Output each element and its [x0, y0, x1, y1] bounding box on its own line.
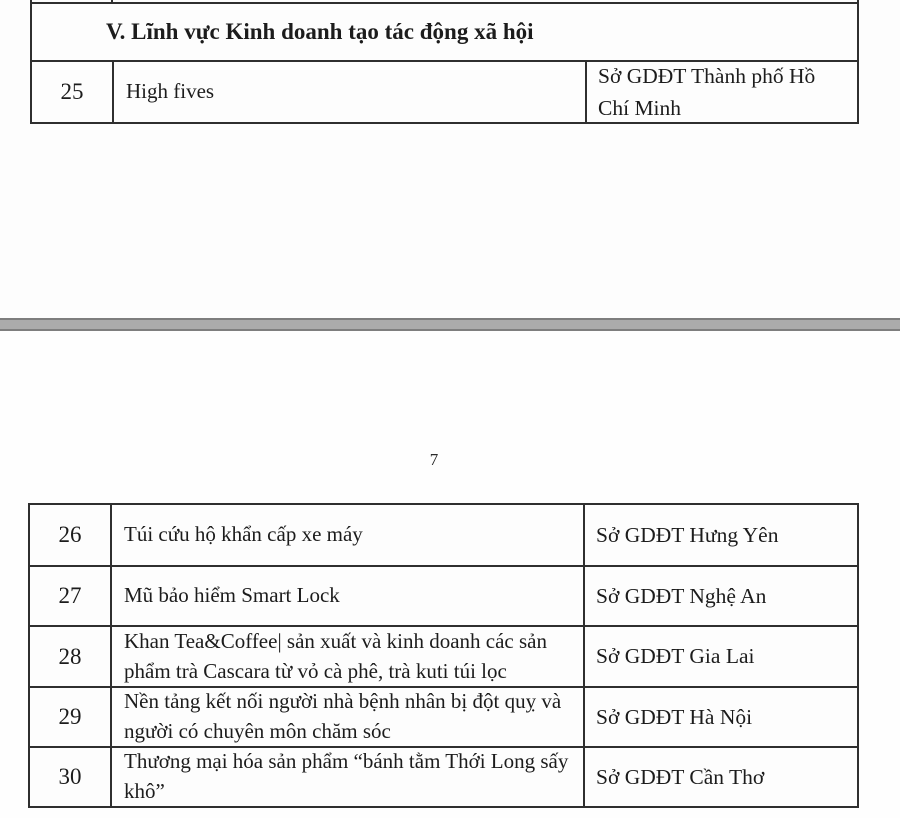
table-row — [30, 748, 857, 806]
row-number-cell: 25 — [32, 62, 114, 122]
row-number-cell: 26 — [30, 505, 112, 565]
project-name-cell: Nền tảng kết nối người nhà bệnh nhân bị đột quỵ và người có chuyên môn chăm sóc — [112, 688, 585, 746]
agency-cell: Sở GDĐT Thành phố Hồ Chí Minh — [598, 63, 816, 120]
agency-cell: Sở GDĐT Gia Lai — [596, 644, 755, 669]
agency-cell: Sở GDĐT Cần Thơ — [596, 764, 765, 789]
row-number-cell: 28 — [30, 627, 112, 686]
table-row — [30, 688, 857, 748]
table-row — [30, 567, 857, 627]
project-name-cell: High fives — [114, 62, 587, 122]
project-name-cell: Túi cứu hộ khẩn cấp xe máy — [112, 505, 585, 565]
table-row — [30, 627, 857, 688]
agency-cell: Sở GDĐT Hà Nội — [596, 704, 753, 729]
page-separator — [0, 318, 900, 331]
table-row — [30, 505, 857, 567]
projects-table-page6 — [30, 2, 859, 124]
projects-table-page7 — [28, 503, 859, 808]
project-name-cell: Khan Tea&Coffee| sản xuất và kinh doanh các sản phẩm trà Cascara từ vỏ cà phê, trà kuti túi lọc — [112, 627, 585, 686]
section-header-label: V. Lĩnh vực Kinh doanh tạo tác động xã hội — [106, 19, 534, 44]
table-row — [32, 62, 857, 122]
section-header — [32, 4, 857, 62]
project-name-cell: Mũ bảo hiểm Smart Lock — [112, 567, 585, 625]
row-number-cell: 30 — [30, 748, 112, 806]
page-number: 7 — [429, 450, 439, 469]
project-name-cell: Thương mại hóa sản phẩm “bánh tằm Thới Long sấy khô” — [112, 748, 585, 806]
row-number-cell: 27 — [30, 567, 112, 625]
agency-cell: Sở GDĐT Hưng Yên — [596, 522, 779, 547]
row-number-cell: 29 — [30, 688, 112, 746]
agency-cell: Sở GDĐT Nghệ An — [596, 583, 767, 608]
